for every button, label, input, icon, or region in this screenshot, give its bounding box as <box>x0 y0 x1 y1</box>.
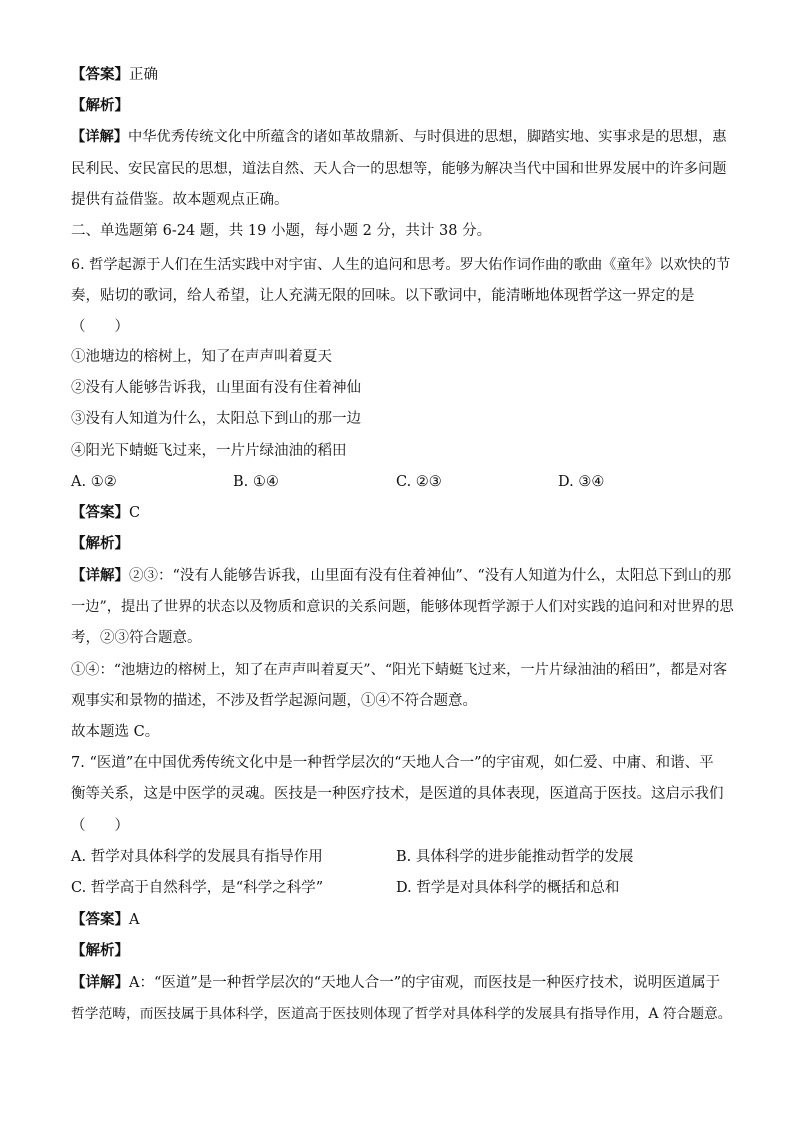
option-d: D. ③④ <box>558 474 605 490</box>
analysis-label: 【解析】 <box>71 942 129 959</box>
answer-line: 【答案】C <box>71 504 141 521</box>
option-b: B. ①④ <box>233 474 279 490</box>
lyric-item: ②没有人能够告诉我，山里面有没有住着神仙 <box>71 380 361 396</box>
question-7-options-row2 <box>71 878 731 898</box>
detail-line: 【详解】A：“医道”是一种哲学层次的“天地人合一”的宇宙观，而医技是一种医疗技术，说明医道属于 <box>71 974 721 991</box>
text-line: 考，②③符合题意。 <box>71 630 202 646</box>
text-line: 民利民、安民富民的思想，道法自然、天人合一的思想等，能够为解决当代中国和世界发展中的许多问题 <box>71 161 727 177</box>
answer-line: 【答案】正确 <box>71 66 158 83</box>
lyric-item: ③没有人知道为什么，太阳总下到山的那一边 <box>71 411 361 427</box>
analysis-label: 【解析】 <box>71 97 129 114</box>
option-d: D. 哲学是对具体科学的概括和总和 <box>396 880 620 896</box>
option-c: C. ②③ <box>396 474 442 490</box>
text-line: 哲学范畴，而医技属于具体科学，医道高于医技则体现了哲学对具体科学的发展具有指导作用，A 符合题意。 <box>71 1006 732 1022</box>
detail-line: 【详解】②③：“没有人能够告诉我，山里面有没有住着神仙”、“没有人知道为什么，太阳总下到山的那 <box>71 567 732 584</box>
option-a: A. ①② <box>71 474 117 490</box>
option-c: C. 哲学高于自然科学，是“科学之科学” <box>71 880 324 896</box>
conclusion-line: 故本题选 C。 <box>71 724 160 740</box>
text-line: 衡等关系，这是中医学的灵魂。医技是一种医疗技术，是医道的具体表现，医道高于医技。这启示我们 <box>71 786 724 802</box>
lyric-item: ①池塘边的榕树上，知了在声声叫着夏天 <box>71 349 332 365</box>
section-heading: 二、单选题第 6-24 题，共 19 小题，每小题 2 分，共计 38 分。 <box>71 223 492 239</box>
answer-blank: （ ） <box>71 818 129 834</box>
detail-line: 【详解】中华优秀传统文化中所蕴含的诸如革故鼎新、与时俱进的思想，脚踏实地、实事求是的思想，惠 <box>71 129 727 145</box>
question-6-options <box>71 472 731 492</box>
option-b: B. 具体科学的进步能推动哲学的发展 <box>396 849 634 865</box>
text-line: 提供有益借鉴。故本题观点正确。 <box>71 192 289 208</box>
text-line: 观事实和景物的描述，不涉及哲学起源问题，①④不符合题意。 <box>71 693 477 709</box>
option-a: A. 哲学对具体科学的发展具有指导作用 <box>71 849 323 865</box>
answer-line: 【答案】A <box>71 911 140 928</box>
lyric-item: ④阳光下蜻蜓飞过来，一片片绿油油的稻田 <box>71 443 347 459</box>
question-6-stem: 6. 哲学起源于人们在生活实践中对宇宙、人生的追问和思考。罗大佑作词作曲的歌曲《童年》以欢快的节 <box>71 257 731 273</box>
text-line: ①④：“池塘边的榕树上，知了在声声叫着夏天”、“阳光下蜻蜓飞过来，一片片绿油油的稻田”，都是对客 <box>71 662 728 678</box>
analysis-label: 【解析】 <box>71 535 129 552</box>
text-line: 奏，贴切的歌词，给人希望，让人充满无限的回味。以下歌词中，能清晰地体现哲学这一界定的是 <box>71 288 695 304</box>
answer-blank: （ ） <box>71 319 129 335</box>
question-7-stem: 7. “医道”在中国优秀传统文化中是一种哲学层次的“天地人合一”的宇宙观，如仁爱、中庸、和谐、平 <box>71 755 714 771</box>
question-7-options-row1 <box>71 847 731 867</box>
text-line: 一边”，提出了世界的状态以及物质和意识的关系问题，能够体现哲学源于人们对实践的追问和对世界的思 <box>71 599 734 615</box>
